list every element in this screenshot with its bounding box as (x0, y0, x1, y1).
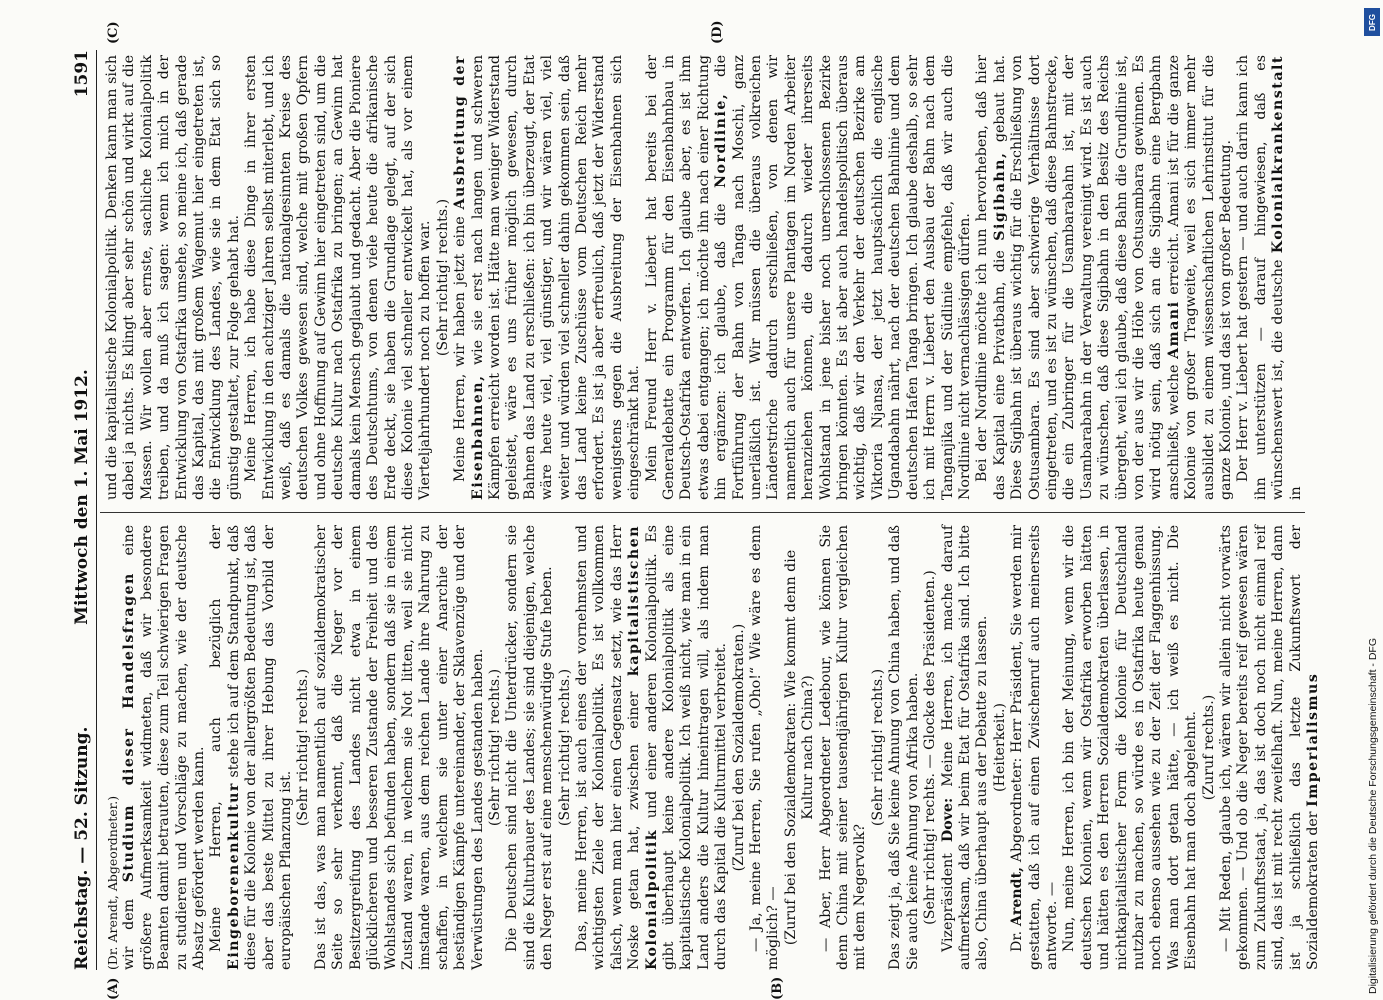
interjection: (Sehr richtig! rechts.) (486, 668, 503, 827)
paragraph: Der Herr v. Liebert hat gestern — und auch darin kann ich ihn unterstützen — darauf hingewiesen, daß es wünschenswert ist, die deutsche Kolonialkrankenstalt in (1235, 55, 1304, 500)
paragraph: wir dem Studium dieser Handelsfragen eine größere Aufmerksamkeit widmeten, daß wir besondere Beamten damit betrauten, diese zum Teil schwierigen Fragen zu studieren und Vorschläge zu machen, wie der deutsche Absatz gefördert werden kann. (121, 525, 208, 970)
paragraph: Das zeigt ja, daß Sie keine Ahnung von China haben, und daß Sie auch keine Ahnung von Afrika haben. (887, 525, 921, 970)
emphasis: kapitalistischen Kolonialpolitik (626, 524, 660, 970)
interjection: (Heiterkeit.) (991, 703, 1008, 792)
paragraph: — Aber, Herr Abgeordneter Ledebour, wie können Sie denn China mit seiner tausendjährigen Kultur vergleichen mit dem Negervolk? (817, 525, 869, 970)
paragraph: Das, meine Herren, ist auch eines der vornehmsten und wichtigsten Ziele der Kolonialpolitik. Es ist vollkommen falsch, wenn man hier einen Gegensatz setzt, wie das Herr Noske getan hat, zwischen einer kapitalistischen Kolonialpolitik und einer anderen Kolonialpolitik. Es gibt überhaupt keine andere Kolonialpolitik als eine kapitalistische Kolonialpolitik. Ich weiß nicht, wie man in ein Land anders die Kultur hineintragen will, als indem man durch das Kapital die Kulturmittel verbreitet. (573, 524, 730, 970)
margin-marker-c: (C) (106, 21, 121, 44)
interjection: (Zuruf rechts.) (1200, 694, 1217, 801)
interjection: (Sehr richtig! rechts.) (869, 668, 886, 827)
paragraph: und die kapitalistische Kolonialpolitik. Denken kann man sich dabei ja nichts. Es klingt aber sehr schön und wirkt auf die Massen. Wir wollen aber ernste, sachliche Kolonialpolitik treiben, und da muß ich sagen: wenn ich mich in der Entwicklung von Ostafrika umsehe, so meine ich, daß gerade das Kapital, das mit großem Wagemut hier eingetreten ist, die Entwicklung des Landes, wie sie in dem Etat sich so günstig gestaltet, zur Folge gehabt hat. (104, 55, 242, 500)
emphasis: Kolonialkrankenstalt (1270, 55, 1287, 254)
interjection: (Sehr richtig! rechts. — Glocke des Präsidenten.) (922, 570, 939, 925)
page-number: 1591 (72, 50, 92, 98)
interjection: (Sehr richtig! rechts.) (295, 668, 312, 827)
paragraph: Dr. Arendt, Abgeordneter: Herr Präsident, Sie werden mir gestatten, daß ich auf einen Zwischenruf auch meinerseits antworte. — (1009, 525, 1060, 970)
paragraph: Vizepräsident Dove: Meine Herren, ich mache darauf aufmerksam, daß wir beim Etat für Ostafrika sind. Ich bitte also, China überhaupt aus der Debatte zu lassen. (939, 525, 991, 970)
emphasis: Ausbreitung der Eisenbahnen, (452, 55, 486, 500)
emphasis: Amani (1165, 300, 1182, 359)
margin-marker-a: (A) (106, 977, 121, 1000)
text-column-right (104, 55, 1304, 500)
interjection: (Sehr richtig! rechts.) (434, 198, 451, 357)
page-header (70, 50, 97, 970)
paragraph: Mein Freund Herr v. Liebert hat bereits bei der Generaldebatte ein Programm für den Eisenbahnbau in Deutsch-Ostafrika entworfen. Ich glaube aber, es ist ihm etwas dabei entgangen; ich möchte ihn nach einer Richtung hin ergänzen: ich glaube, daß die Nordlinie, die Fortführung der Bahn von Tanga nach Moschi, ganz unerläßlich ist. Wir müssen die überaus volkreichen Länderstriche dadurch erschließen, von denen wir namentlich auch für unsere Plantagen im Norden Arbeiter heranziehen können, die dadurch wieder ihrerseits Wohlstand in jene bisher noch unerschlossenen Bezirke bringen könnten. Es ist aber auch handelspolitisch überaus wichtig, daß wir den Verkehr der deutschen Bezirke am Viktoria Njansa, der jetzt hauptsächlich die englische Ugandabahn nährt, nach der deutschen Bahnlinie und dem deutschen Hafen Tanga bringen. Ich glaube deshalb, so sehr ich mit Herrn v. Liebert den Ausbau der Bahn nach dem Tanganjika und der Südlinie empfehle, daß wir auch die Nordlinie nicht vernachlässigen dürfen. (643, 55, 973, 500)
margin-marker-d: (D) (710, 20, 725, 44)
speaker-note: (Dr. Arendt, Abgeordneter.) (105, 795, 120, 970)
speaker-name: Arendt, (1009, 866, 1026, 927)
text-column-left (104, 524, 1322, 970)
paragraph: Meine Herren, auch bezüglich der Eingeborenenkultur stehe ich auf dem Standpunkt, daß diese für die Kolonie von der allergrößten Bedeutung ist, daß aber das beste Mittel zu ihrer Hebung das Vorbild der europäischen Pflanzung ist. (208, 524, 295, 970)
column-divider (100, 512, 1305, 513)
paragraph: Nun, meine Herren, ich bin der Meinung, wenn wir die deutschen Kolonien, wenn wir Ostafrika erworben hätten und hätten es den Herren Sozialdemokraten überlassen, in nichtkapitalistischer Form die Kolonie für Deutschland nutzbar zu machen, so würde es in Ostafrika heute genau noch ebenso aussehen wie zu der Zeit der Flaggenhissung. Was man dort getan hätte, — ich weiß es nicht. Die Eisenbahn hat man doch abgelehnt. (1061, 525, 1200, 970)
paragraph: — Ja, meine Herren, Sie rufen „Oho!“ Wie wäre es denn möglich? — (748, 525, 782, 970)
header-session-title: Reichstag. — 52. Sitzung. (72, 726, 92, 970)
rotated-page-content (70, 20, 1322, 1000)
interjection: (Zuruf bei den Sozialdemokraten: Wie kommt denn die Kultur nach China?) (782, 549, 817, 946)
dfg-logo: DFG (1364, 8, 1380, 36)
interjection: (Sehr richtig! rechts.) (556, 668, 573, 827)
emphasis: Eingeborenenkultur (225, 782, 242, 970)
emphasis: Studium dieser Handelsfragen (121, 572, 138, 883)
paragraph: Meine Herren, ich habe diese Dinge in ihrer ersten Entwicklung in den achtziger Jahren selbst miterlebt, und ich weiß, daß es damals die nationalgesinnten Kreise des deutschen Volkes gewesen sind, welche mit großen Opfern und ohne Hoffnung auf Gewinn hier eingetreten sind, um die deutsche Kultur nach Ostafrika zu bringen; an Gewinn hat damals kein Mensch geglaubt und gedacht. Aber die Pioniere des Deutschtums, von denen viele heute die afrikanische Erde deckt, sie haben die Grundlage gelegt, auf der sich diese Kolonie viel schneller entwickelt hat, als vor einem Vierteljahrhundert noch zu hoffen war. (243, 55, 434, 500)
speaker-name: Dove: (939, 797, 956, 843)
emphasis: Imperialismus (1305, 672, 1322, 807)
margin-marker-b: (B) (770, 976, 785, 1000)
emphasis: Nordlinie, (713, 92, 730, 188)
header-date-and-page (72, 50, 92, 625)
paragraph: — Mit Reden, glaube ich, wären wir allein nicht vorwärts gekommen. — Und ob die Neger bereits reif gewesen wären zum Zukunftsstaat, ja, das ist doch noch nicht einmal reif sind, das ist mit recht zweifelhaft. Nun, meine Herren, dann ist ja schließlich das letzte Zukunftswort der Sozialdemokraten der Imperialismus (1218, 525, 1322, 970)
paragraph: Bei der Nordlinie möchte ich nun hervorheben, daß hier das Kapital eine Privatbahn, die Sigibahn, gebaut hat. Diese Sigibahn ist überaus wichtig für die Erschließung von Ostusambara. Es sind aber schwierige Verhältnisse dort eingetreten, und es ist zu wünschen, daß diese Bahnstrecke, die ein Zubringer für die Usambarabahn ist, mit der Usambarabahn in der Verwaltung vereinigt wird. Es ist auch zu wünschen, daß diese Sigibahn in den Besitz des Reichs übergeht, weil ich glaube, daß diese Bahn die Grundlinie ist, von der aus wir die Höhe von Ostusambara gewinnen. Es wird nötig sein, daß sich an die Sigibahn eine Bergbahn anschließt, welche Amani erreicht. Amani ist für die ganze Kolonie von großer Tragweite, weil es sich immer mehr ausbildet zu einem wissenschaftlichen Lehrinstitut für die ganze Kolonie, und das ist von großer Bedeutung. (974, 55, 1234, 500)
paragraph: Die Deutschen sind nicht die Unterdrücker, sondern sie sind die Kulturbauer des Landes; sie sind diejenigen, welche den Neger erst auf eine menschenwürdige Stufe heben. (504, 525, 556, 970)
digitization-credit: Digitalisierung gefördert durch die Deutsche Forschungsgemeinschaft - DFG (1367, 637, 1379, 994)
paragraph: Das ist das, was man namentlich auf sozialdemokratischer Seite so sehr verkennt, daß die Neger vor der Besitzergreifung des Landes nicht etwa in einem glücklicheren und besseren Zustande der Freiheit und des Wohlstandes sich befunden haben, sondern daß sie in einem Zustand waren, in welchem sie Not litten, weil sie nicht imstande waren, aus dem reichen Lande ihre Nahrung zu schaffen, in welchem sie unter einer Anarchie der beständigen Kämpfe untereinander, der Sklavenzüge und der Verwüstungen des Landes gestanden haben. (312, 525, 486, 970)
interjection: (Zuruf bei den Sozialdemokraten.) (730, 623, 747, 872)
emphasis: Sigibahn, (991, 151, 1008, 241)
header-date: Mittwoch den 1. Mai 1912. (72, 369, 92, 625)
paragraph: Meine Herren, wir haben jetzt eine Ausbreitung der Eisenbahnen, wie sie erst nach langen und schweren Kämpfen erreicht worden ist. Hätte man weniger Widerstand geleistet, wäre es uns früher möglich gewesen, durch Bahnen das Land zu erschließen: ich bin überzeugt, der Etat wäre heute viel, viel günstiger, und wir wären viel, viel weiter und würden viel schneller dahin gekommen sein, daß das Land keine Zuschüsse vom Deutschen Reich mehr erfordert. Es ist ja aber erfreulich, daß jetzt der Widerstand wenigstens gegen die Ausbreitung der Eisenbahnen sich eingeschränkt hat. (452, 54, 643, 500)
